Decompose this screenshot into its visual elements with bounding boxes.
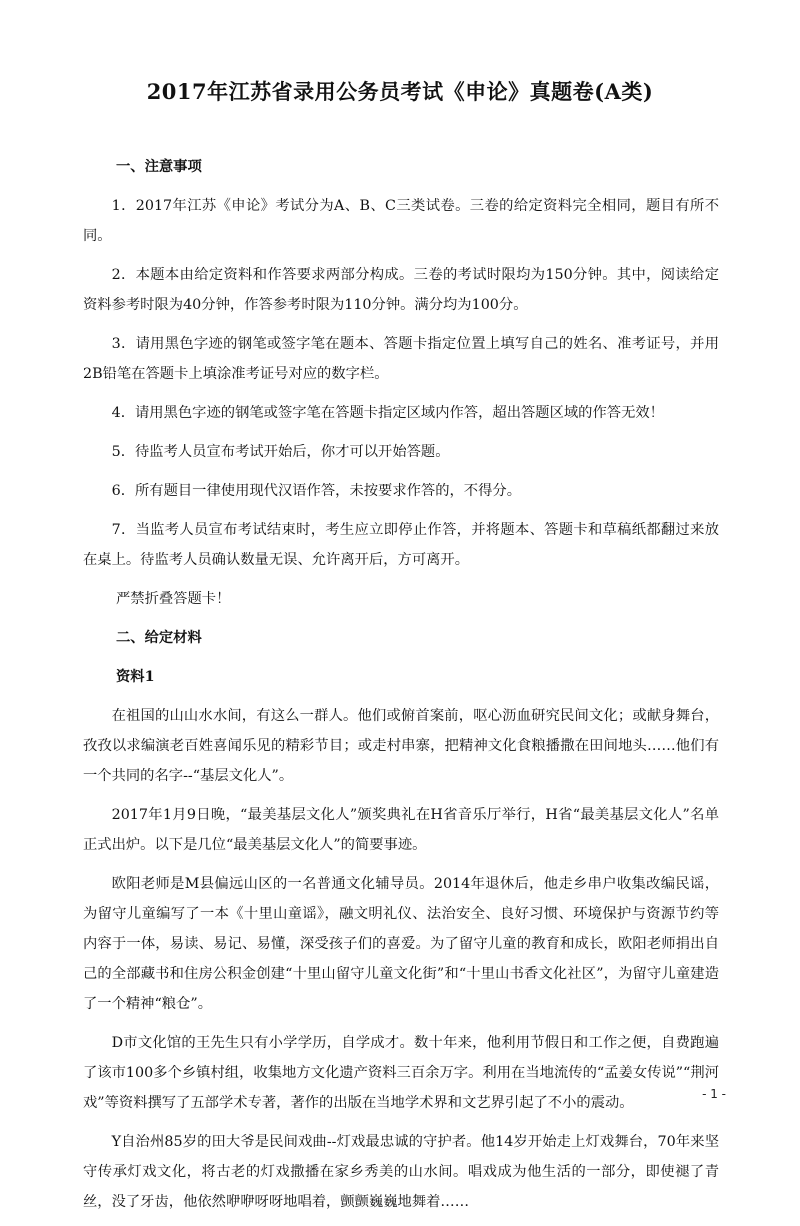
material-paragraph: 在祖国的山山水水间，有这么一群人。他们或俯首案前，呕心沥血研究民间文化；或献身舞台，孜孜以求编演老百姓喜闻乐见的精彩节目；或走村串寨，把精神文化食粮播撒在田间地头……他们有一个共同的名字--“基层文化人”。: [83, 708, 719, 784]
document-body: [83, 152, 719, 1226]
notice-item: 5．待监考人员宣布考试开始后，你才可以开始答题。: [111, 444, 450, 460]
notice-item: 6．所有题目一律使用现代汉语作答，未按要求作答的，不得分。: [111, 483, 521, 499]
page-number: - 1 -: [702, 1087, 726, 1101]
section-heading-notices: 一、注意事项: [116, 159, 202, 175]
warning-text: 严禁折叠答题卡！: [116, 591, 231, 607]
notice-item: 4．请用黑色字迹的钢笔或签字笔在答题卡指定区域内作答，超出答题区域的作答无效！: [111, 405, 664, 421]
notice-item: 2．本题本由给定资料和作答要求两部分构成。三卷的考试时限均为150分钟。其中，阅读给定资料参考时限为40分钟，作答参考时限为110分钟。满分均为100分。: [83, 267, 719, 313]
material-paragraph: D市文化馆的王先生只有小学学历，自学成才。数十年来，他利用节假日和工作之便，自费跑遍了该市100多个乡镇村组，收集地方文化遗产资料三百余万字。利用在当地流传的“孟姜女传说”“荆河戏”等资料撰写了五部学术专著，著作的出版在当地学术界和文艺界引起了不小的震动。: [83, 1035, 719, 1111]
section-heading-materials: 二、给定材料: [116, 630, 202, 646]
page-title: 2017年江苏省录用公务员考试《申论》真题卷(A类): [146, 79, 654, 104]
material-heading: 资料1: [116, 669, 155, 685]
material-paragraph: 欧阳老师是M县偏远山区的一名普通文化辅导员。2014年退休后，他走乡串户收集改编民谣，为留守儿童编写了一本《十里山童谣》，融文明礼仪、法治安全、良好习惯、环境保护与资源节约等内容于一体，易读、易记、易懂，深受孩子们的喜爱。为了留守儿童的教育和成长，欧阳老师捐出自己的全部藏书和住房公积金创建“十里山留守儿童文化街”和“十里山书香文化社区”，为留守儿童建造了一个精神“粮仓”。: [83, 876, 719, 1012]
material-paragraph: Y自治州85岁的田大爷是民间戏曲--灯戏最忠诚的守护者。他14岁开始走上灯戏舞台，70年来坚守传承灯戏文化，将古老的灯戏撒播在家乡秀美的山水间。唱戏成为他生活的一部分，即使褪了青丝，没了牙齿，他依然咿咿呀呀地唱着，颤颤巍巍地舞着……: [83, 1134, 719, 1210]
notice-item: 3．请用黑色字迹的钢笔或签字笔在题本、答题卡指定位置上填写自己的姓名、准考证号，并用2B铅笔在答题卡上填涂准考证号对应的数字栏。: [83, 336, 719, 382]
notice-item: 1．2017年江苏《申论》考试分为A、B、C三类试卷。三卷的给定资料完全相同，题目有所不同。: [83, 198, 719, 244]
material-paragraph: 2017年1月9日晚，“最美基层文化人”颁奖典礼在H省音乐厅举行，H省“最美基层文化人”名单正式出炉。以下是几位“最美基层文化人”的简要事迹。: [83, 807, 719, 853]
notice-item: 7．当监考人员宣布考试结束时，考生应立即停止作答，并将题本、答题卡和草稿纸都翻过来放在桌上。待监考人员确认数量无误、允许离开后，方可离开。: [83, 522, 719, 568]
